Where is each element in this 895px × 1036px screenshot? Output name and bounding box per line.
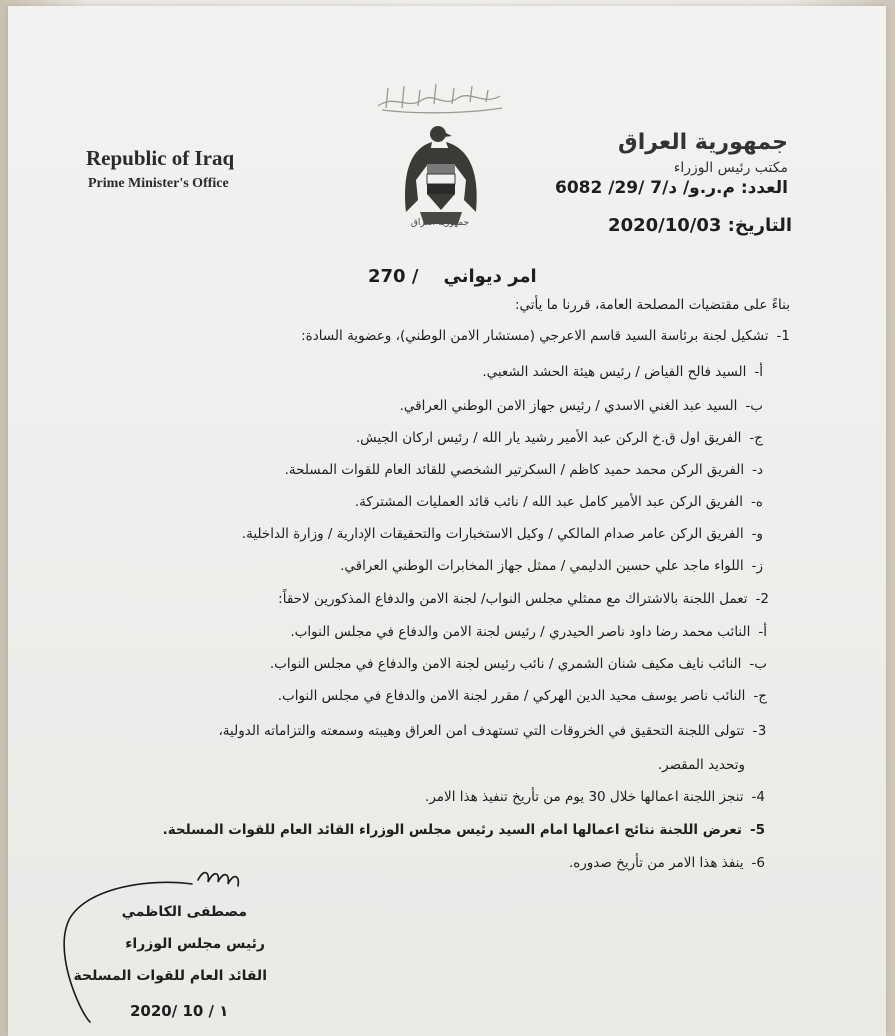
member-label: ب- <box>745 398 763 414</box>
deputy-label: ج- <box>753 688 767 704</box>
item-3 <box>218 723 767 739</box>
item-4 <box>425 789 765 805</box>
document-date-value: 2020/10/03 <box>608 215 722 236</box>
office-name-ar: مكتب رئيس الوزراء <box>673 160 788 176</box>
reference-number <box>555 178 788 198</box>
item-3-text: تتولى اللجنة التحقيق في الخروقات التي تستهدف امن العراق وهيبته وسمعته والتزاماته الدولية، <box>218 723 745 739</box>
item-4-text: تنجز اللجنة اعمالها خلال 30 يوم من تأريخ تنفيذ هذا الامر. <box>425 789 744 805</box>
item-2-number: 2- <box>755 591 769 607</box>
deputy-text: النائب نايف مكيف شنان الشمري / نائب رئيس لجنة الامن والدفاع في مجلس النواب. <box>269 656 742 672</box>
item-5-text: تعرض اللجنة نتائج اعمالها امام السيد رئيس مجلس الوزراء القائد العام للقوات المسلحة. <box>162 822 742 838</box>
item-4-number: 4- <box>751 789 765 805</box>
signature-date: 2020/ 10 / ١ <box>130 1002 229 1020</box>
document-date-label: التاريخ: <box>727 215 792 236</box>
country-name-ar: جمهورية العراق <box>618 130 788 155</box>
member-row <box>400 398 763 414</box>
deputy-row <box>270 656 767 672</box>
document-date <box>608 215 792 236</box>
deputy-label: ب- <box>749 656 767 672</box>
member-row <box>482 364 763 380</box>
member-text: الفريق الركن عامر صدام المالكي / وكيل الاستخبارات والتحقيقات الإدارية / وزارة الداخلية. <box>241 526 744 542</box>
order-number: 270 / <box>368 266 419 287</box>
member-text: السيد فالح الفياض / رئيس هيئة الحشد الشعبي. <box>482 364 747 380</box>
member-row <box>340 558 763 574</box>
item-1-number: 1- <box>776 328 790 344</box>
deputy-row <box>278 688 767 704</box>
reference-number-label: العدد: <box>740 178 788 198</box>
item-6-text: ينفذ هذا الامر من تأريخ صدوره. <box>568 855 744 871</box>
reference-number-value: م.ر.و/ د/7 /29/ 6082 <box>555 178 735 198</box>
member-label: أ- <box>754 364 763 380</box>
signatory-title-1: رئيس مجلس الوزراء <box>125 936 265 952</box>
office-name-en: Prime Minister's Office <box>88 176 229 191</box>
order-title-text: امر ديواني <box>443 266 537 287</box>
member-row <box>285 462 763 478</box>
item-3-number: 3- <box>752 723 767 739</box>
member-label: و- <box>751 526 763 542</box>
member-text: الفريق اول ق.خ الركن عبد الأمير رشيد يار الله / رئيس اركان الجيش. <box>355 430 742 446</box>
item-5 <box>163 822 765 838</box>
item-6-number: 6- <box>751 855 765 871</box>
member-row <box>242 526 763 542</box>
deputy-text: النائب محمد رضا داود ناصر الحيدري / رئيس لجنة الامن والدفاع في مجلس النواب. <box>290 624 751 640</box>
deputy-row <box>290 624 767 640</box>
member-text: الفريق الركن محمد حميد كاظم / السكرتير الشخصي للقائد العام للقوات المسلحة. <box>284 462 745 478</box>
country-name-en: Republic of Iraq <box>86 146 235 170</box>
signatory-name: مصطفى الكاظمي <box>121 904 247 920</box>
member-label: ز- <box>751 558 763 574</box>
item-5-number: 5- <box>749 822 765 838</box>
item-1-text: تشكيل لجنة برئاسة السيد قاسم الاعرجي (مستشار الامن الوطني)، وعضوية السادة: <box>301 328 769 344</box>
order-title <box>368 266 537 287</box>
member-label: ه- <box>751 494 763 510</box>
item-6 <box>569 855 765 871</box>
signatory-title-2: القائد العام للقوات المسلحة <box>73 968 267 984</box>
basmala-calligraphy <box>374 80 506 114</box>
member-text: اللواء ماجد علي حسين الدليمي / ممثل جهاز المخابرات الوطني العراقي. <box>340 558 744 574</box>
member-text: السيد عبد الغني الاسدي / رئيس جهاز الامن الوطني العراقي. <box>399 398 738 414</box>
member-label: ج- <box>749 430 763 446</box>
member-label: د- <box>752 462 763 478</box>
emblem-caption: جمهورية العراق <box>410 218 470 228</box>
item-2 <box>278 591 769 607</box>
deputy-label: أ- <box>758 624 767 640</box>
item-2-text: تعمل اللجنة بالاشتراك مع ممثلي مجلس النواب/ لجنة الامن والدفاع المذكورين لاحقاً: <box>278 591 748 607</box>
order-preamble: بناءً على مقتضيات المصلحة العامة، قررنا ما يأتي: <box>514 297 790 313</box>
member-row <box>356 430 763 446</box>
item-3-continuation: وتحديد المقصر. <box>657 757 745 773</box>
item-1 <box>301 328 790 344</box>
member-text: الفريق الركن عبد الأمير كامل عبد الله / نائب قائد العمليات المشتركة. <box>354 494 744 510</box>
deputy-text: النائب ناصر يوسف محيد الدين الهركي / مقرر لجنة الامن والدفاع في مجلس النواب. <box>277 688 746 704</box>
member-row <box>355 494 763 510</box>
